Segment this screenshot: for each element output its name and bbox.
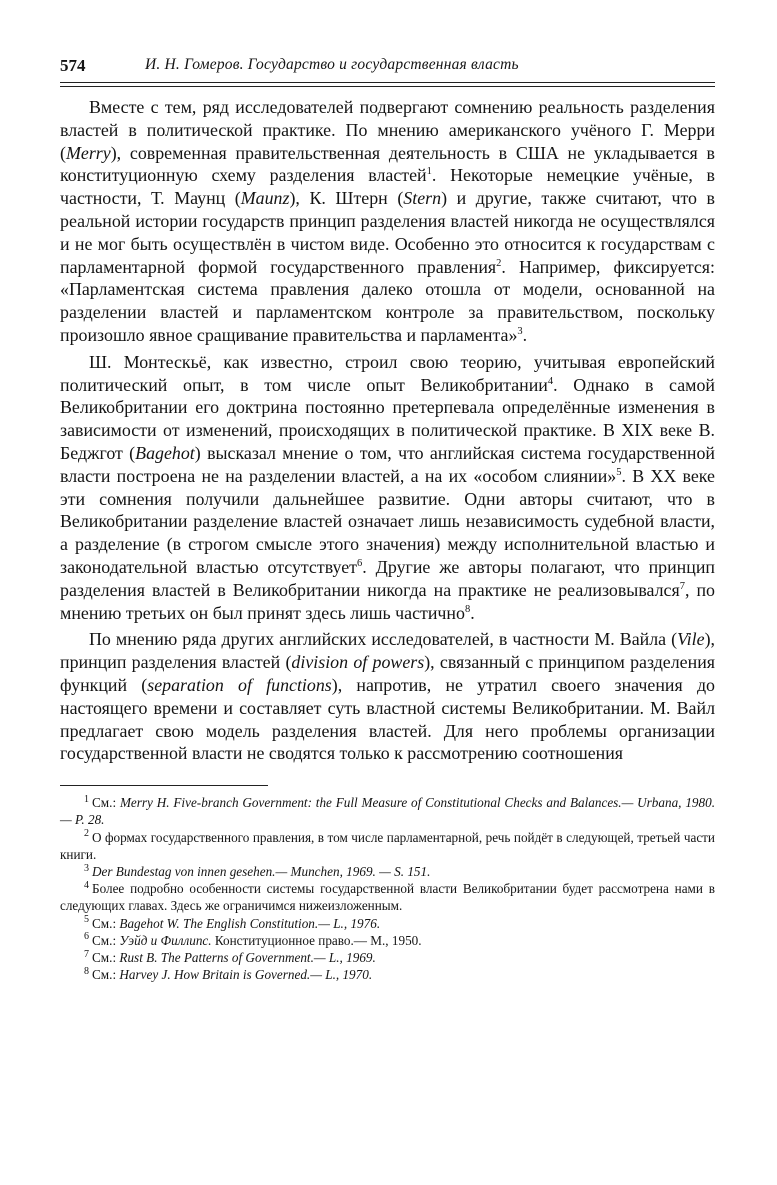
italic-text: separation of functions xyxy=(147,674,332,695)
header-rule-secondary xyxy=(60,86,715,87)
italic-text: Der Bundestag von innen gesehen.— Munchen, 1969. — S. 151. xyxy=(92,863,431,879)
text-run: По мнению ряда других английских исследователей, в частности М. Вайла ( xyxy=(89,629,678,650)
footnote-reference: 4 xyxy=(547,375,554,387)
text-run: ), К. Штерн ( xyxy=(289,188,404,209)
footnote-reference: 3 xyxy=(517,326,523,337)
italic-text: Merry H. Five-branch Government: the Full Measure of Constitutional Checks and Balances.— Urbana, 1980.— P. 28. xyxy=(60,795,715,828)
paragraph xyxy=(60,96,715,347)
text-run: Вместе с тем, ряд исследователей подвергают сомнению реальность разделения властей в политической практике. По мнению американского учёного Г. Мерри ( xyxy=(60,97,715,163)
running-title: И. Н. Гомеров. Государство и государственная власть xyxy=(145,56,519,73)
footnote-reference: 1 xyxy=(426,166,432,178)
footnote-number: 5 xyxy=(84,914,89,926)
footnote-reference: 5 xyxy=(616,466,622,478)
italic-text: Merry xyxy=(65,142,111,163)
footnote xyxy=(60,794,715,828)
footnote-number: 7 xyxy=(84,948,89,960)
text-run: . Например, фиксируется: «Парламентская система правления далеко отошла от модели, основанной на разделении властей и парламентском контроле за правительством, поскольку произошло явное сращивание правительства и парламента» xyxy=(60,256,715,345)
paragraph xyxy=(60,628,715,765)
footnote-number: 3 xyxy=(84,862,89,874)
text-run: . xyxy=(522,324,528,345)
footnote xyxy=(60,966,715,983)
book-page xyxy=(60,50,715,983)
header-rule xyxy=(60,82,715,83)
footnote-separator xyxy=(60,785,268,786)
italic-text: division of powers xyxy=(291,652,425,673)
footnote xyxy=(60,915,715,932)
footnote xyxy=(60,932,715,949)
italic-text: Уэйд и Филлипс. xyxy=(119,932,212,948)
footnote-reference: 7 xyxy=(679,580,685,592)
footnotes xyxy=(60,794,715,983)
text-run: . В XX веке эти сомнения получили дальнейшее развитие. Одни авторы считают, что в Великобритании разделение властей означает лишь независимость судебной власти, а разделение (в строгом смысле этого значения) между исполнительной властью и законодательной властью отсутствует xyxy=(60,465,715,577)
text-run: ), принцип разделения властей ( xyxy=(60,629,715,673)
footnote-reference: 6 xyxy=(357,557,363,569)
text-run: См.: xyxy=(92,949,120,965)
text-run: ), связанный с принципом разделения функций ( xyxy=(60,652,715,695)
text-run: , по мнению третьих он был принят здесь лишь частично xyxy=(60,579,716,623)
footnote-number: 2 xyxy=(84,828,89,840)
footnote-number: 6 xyxy=(84,931,89,943)
italic-text: Vile xyxy=(677,629,705,650)
text-run: См.: xyxy=(92,795,120,811)
italic-text: Rust B. The Patterns of Government.— L., 1969. xyxy=(119,949,376,965)
footnote-number: 4 xyxy=(84,879,89,891)
text-run: ) и другие, также считают, что в реальной истории государств принцип разделения властей никогда не осуществлялся и не мог быть осуществлён в чистом виде. Особенно это относится к государствам с парламентарной формой государственного правления xyxy=(60,188,715,277)
text-run: См.: xyxy=(92,967,120,983)
footnote xyxy=(60,949,715,966)
text-run: ), современная правительственная деятельность в США не укладывается в конституционную схему разделения властей xyxy=(60,142,715,186)
footnote-number: 1 xyxy=(84,793,89,805)
text-run: См.: xyxy=(92,932,120,948)
footnote-reference: 2 xyxy=(496,257,502,269)
italic-text: Harvey J. How Britain is Governed.— L., 1970. xyxy=(119,967,373,983)
italic-text: Stern xyxy=(403,188,442,209)
footnote xyxy=(60,863,715,880)
main-text xyxy=(60,96,715,765)
paragraph xyxy=(60,351,715,625)
text-run: Более подробно особенности системы государственной власти Великобритании будет рассмотрена нами в следующих главах. Здесь же ограничимся нижеизложенным. xyxy=(60,881,715,914)
footnote-number: 8 xyxy=(84,965,89,977)
footnote xyxy=(60,829,715,863)
italic-text: Bagehot W. The English Constitution.— L., 1976. xyxy=(119,915,381,931)
page-header xyxy=(60,50,715,80)
text-run: См.: xyxy=(92,915,120,931)
text-run: . xyxy=(470,602,475,623)
footnote xyxy=(60,880,715,914)
text-run: Ш. Монтескьё, как известно, строил свою теорию, учитывая европейский политический опыт, в том числе опыт Великобритании xyxy=(60,351,715,395)
text-run: ), напротив, не утратил своего значения до настоящего времени и составляет суть властной системы Великобритании. М. Вайл предлагает свою модель разделения властей. Для него проблемы организации государственной власти не сводятся только к рассмотрению соотношения xyxy=(60,674,715,764)
text-run: ) высказал мнение о том, что английская система государственной власти построена не на разделении властей, а на их «особом слиянии» xyxy=(60,442,715,486)
text-run: . Другие же авторы полагают, что принцип разделения властей в Великобритании никогда на практике не реализовывался xyxy=(60,556,715,600)
text-run: О формах государственного правления, в том числе парламентарной, речь пойдёт в следующей, третьей части книги. xyxy=(60,829,715,862)
page-number: 574 xyxy=(60,56,86,75)
text-run: . Однако в самой Великобритании его доктрина постоянно претерпевала определённые изменения в зависимости от изменений, происходящих в политической практике. В XIX веке В. Беджгот ( xyxy=(60,374,715,463)
italic-text: Bagehot xyxy=(135,442,195,463)
text-run: . Некоторые немецкие учёные, в частности, Т. Маунц ( xyxy=(60,165,715,209)
italic-text: Maunz xyxy=(240,188,290,209)
footnote-reference: 8 xyxy=(464,603,471,615)
text-run: Конституционное право.— М., 1950. xyxy=(211,932,422,948)
